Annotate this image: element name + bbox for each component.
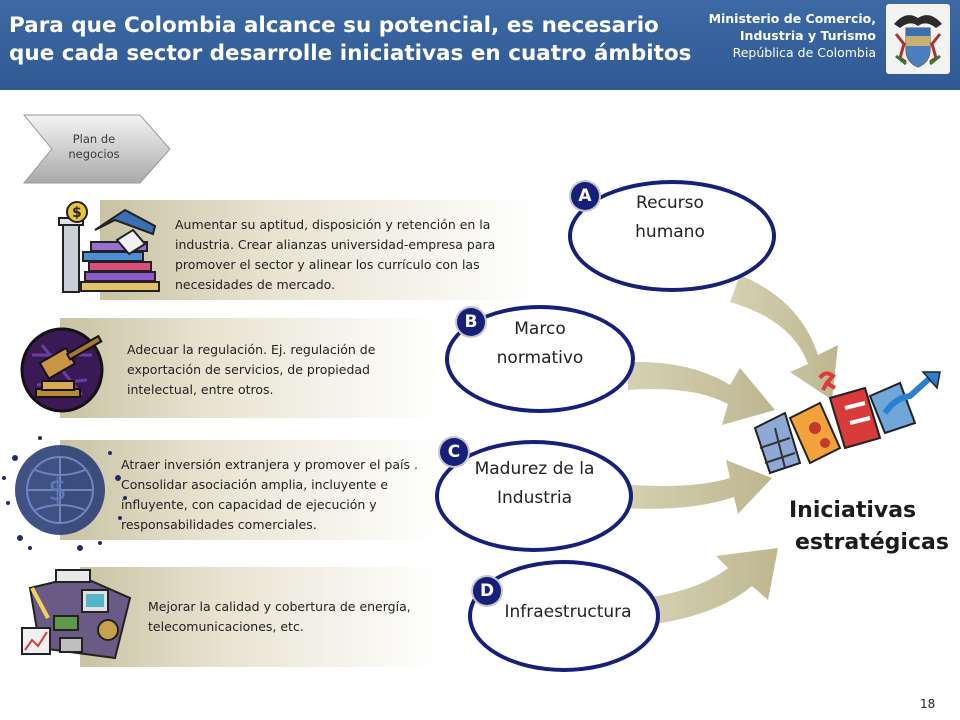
recurso-humano-line-1: Recurso — [636, 193, 704, 213]
svg-text:$: $ — [72, 205, 82, 221]
globe-money-icon — [0, 428, 130, 558]
plan-de-negocios-tag — [22, 113, 172, 185]
strategic-line-2: estratégicas — [795, 530, 949, 555]
infraestructura-label — [478, 598, 658, 627]
gavel-icon — [12, 325, 112, 415]
strategic-line-1: Iniciativas — [789, 498, 917, 523]
arrow-d — [645, 548, 778, 625]
recurso-humano-label — [590, 189, 750, 247]
ministry-line-1: Ministerio de Comercio, — [708, 11, 876, 26]
ministry-line-2: Industria y Turismo — [739, 28, 876, 43]
colombia-coat-of-arms-icon — [886, 4, 950, 74]
ministry-line-3: República de Colombia — [732, 45, 876, 60]
infraestructura-line-1: Infraestructura — [504, 602, 632, 622]
badge-a: A — [571, 182, 599, 210]
marco-normativo-line-2: normativo — [496, 348, 584, 368]
row-3-description: Atraer inversión extranjera y promover el país . Consolidar asociación amplia, incluyente e influyente, con capacidad de ejecución y responsabilidades comerciales. — [121, 457, 418, 532]
row-4-description: Mejorar la calidad y cobertura de energía, telecomunicaciones, etc. — [148, 599, 411, 634]
plan-tag-line-2: negocios — [68, 147, 120, 161]
page-number: 18 — [920, 697, 936, 711]
badge-d: D — [473, 577, 501, 605]
header-bar — [0, 0, 960, 90]
svg-text:$: $ — [48, 473, 68, 508]
iniciativas-estrategicas-label — [789, 495, 949, 559]
ministry-name — [676, 10, 876, 61]
slide-title: Para que Colombia alcance su potencial, es necesario que cada sector desarrolle iniciativas en cuatro ámbitos — [9, 13, 692, 66]
badge-c: C — [440, 438, 468, 466]
plan-tag-label — [40, 132, 148, 162]
badge-b: B — [457, 308, 485, 336]
growth-chart-icon — [745, 368, 945, 478]
madurez-industria-line-1: Madurez de la — [474, 459, 595, 479]
infrastructure-collage-icon — [20, 568, 135, 663]
row-2-description: Adecuar la regulación. Ej. regulación de exportación de servicios, de propiedad intelectual, entre otros. — [127, 342, 376, 397]
madurez-industria-line-2: Industria — [496, 488, 572, 508]
marco-normativo-line-1: Marco — [514, 319, 566, 339]
plan-tag-line-1: Plan de — [72, 132, 116, 146]
row-1-description: Aumentar su aptitud, disposición y retención en la industria. Crear alianzas universidad-empresa para promover el sector y alinear los currículo con las necesidades de mercado. — [175, 217, 496, 292]
recurso-humano-line-2: humano — [635, 222, 705, 242]
madurez-industria-label — [452, 455, 617, 513]
education-books-icon — [55, 200, 165, 300]
